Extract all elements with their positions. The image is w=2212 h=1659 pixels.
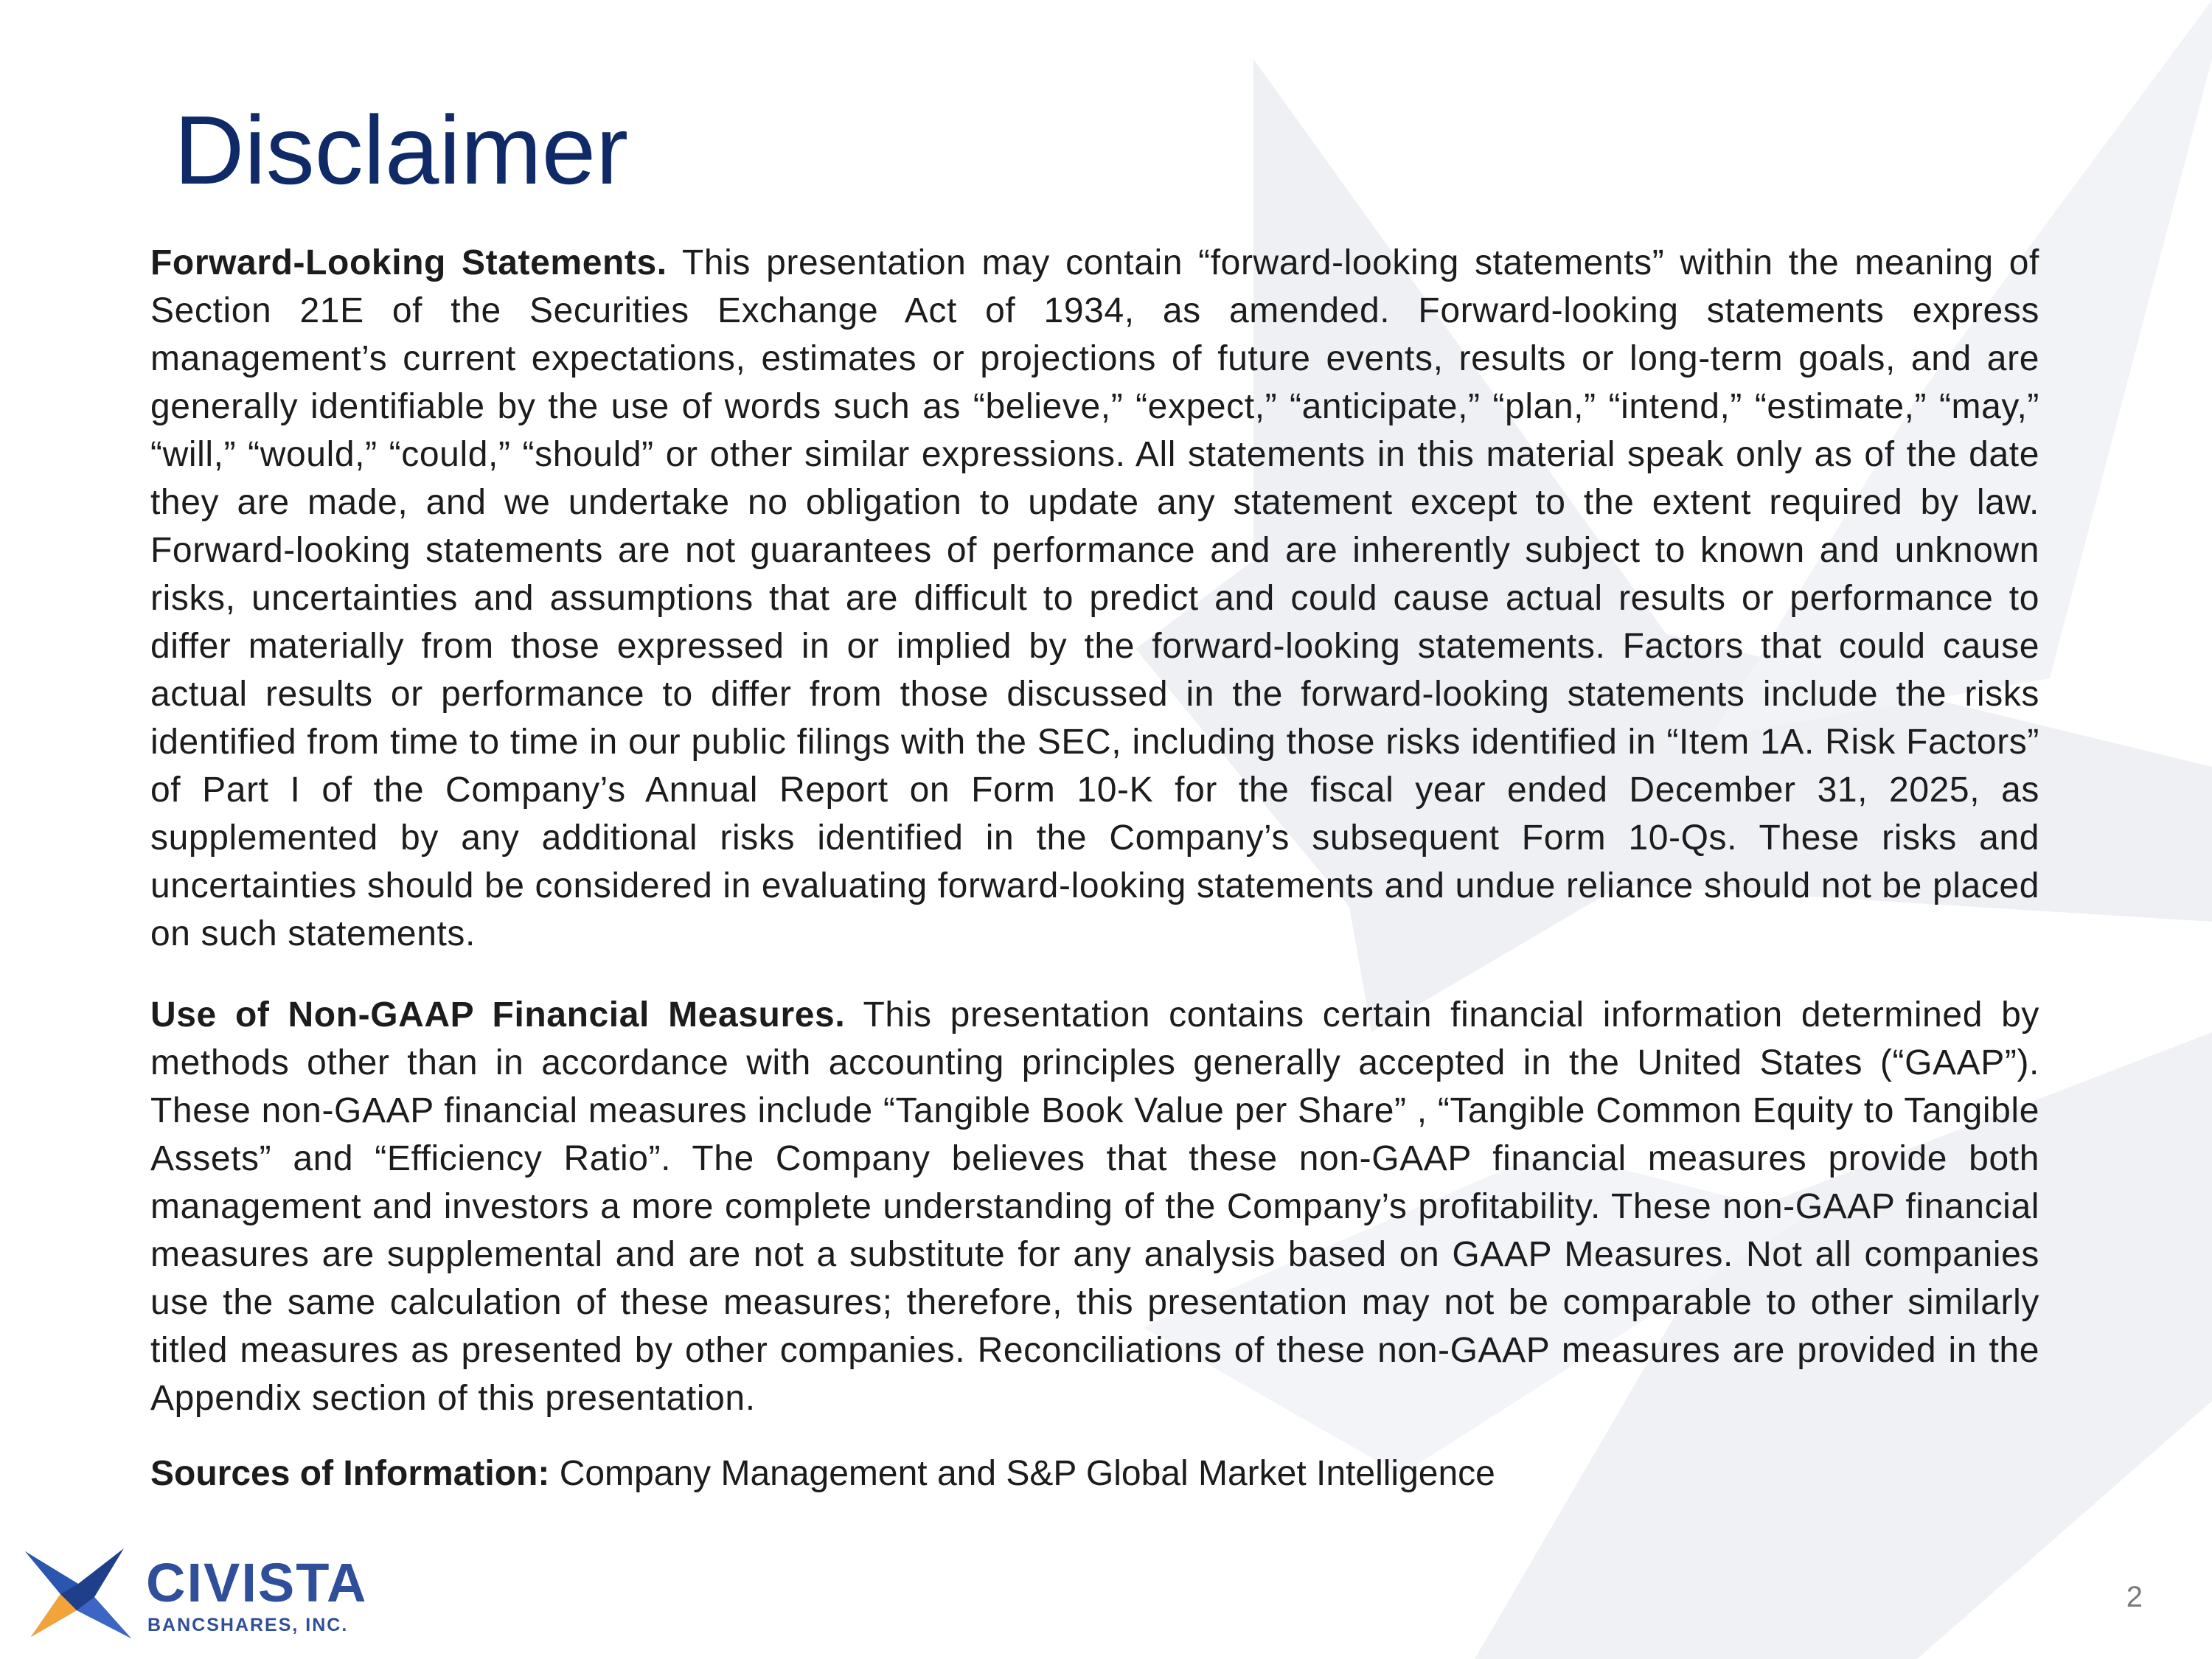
logo-wordmark: CIVISTA: [146, 1552, 368, 1613]
non-gaap-paragraph: [150, 991, 2039, 1422]
slide-title: Disclaimer: [174, 96, 629, 204]
forward-looking-paragraph: [150, 239, 2039, 958]
sources-line: [150, 1450, 2039, 1498]
company-logo: [21, 1545, 368, 1641]
logo-subtitle: BANCSHARES, INC.: [147, 1615, 349, 1635]
non-gaap-body: This presentation contains certain financial information determined by methods other than in accordance with accounting principles generally accepted in the United States (“GAAP”). These non-GAAP financial measures include “Tangible Book Value per Share” , “Tangible Common Equity to Tangible Assets” and “Efficiency Ratio”. The Company believes that these non-GAAP financial measures provide both management and investors a more complete understanding of the Company’s profitability. These non-GAAP financial measures are supplemental and are not a substitute for any analysis based on GAAP Measures. Not all companies use the same calculation of these measures; therefore, this presentation may not be comparable to other similarly titled measures as presented by other companies. Reconciliations of these non-GAAP measures are provided in the Appendix section of this presentation.: [150, 995, 2040, 1418]
forward-looking-heading: Forward-Looking Statements.: [150, 243, 667, 282]
sources-heading: Sources of Information:: [150, 1454, 550, 1493]
sources-body: Company Management and S&P Global Market Intelligence: [549, 1454, 1495, 1493]
civista-star-icon: [21, 1545, 139, 1641]
page-number: 2: [2126, 1581, 2143, 1613]
non-gaap-heading: Use of Non-GAAP Financial Measures.: [150, 995, 846, 1034]
forward-looking-body: This presentation may contain “forward-looking statements” within the meaning of Section 21E of the Securities Exchange Act of 1934, as amended. Forward-looking statements express management’s current expectations, estimates or projections of future events, results or long-term goals, and are generally identifiable by the use of words such as “believe,” “expect,” “anticipate,” “plan,” “intend,” “estimate,” “may,” “will,” “would,” “could,” “should” or other similar expressions. All statements in this material speak only as of the date they are made, and we undertake no obligation to update any statement except to the extent required by law. Forward-looking statements are not guarantees of performance and are inherently subject to known and unknown risks, uncertainties and assumptions that are difficult to predict and could cause actual results or performance to differ materially from those expressed in or implied by the forward-looking statements. Factors that could cause actual results or performance to differ from those discussed in the forward-looking statements include the risks identified from time to time in our public filings with the SEC, including those risks identified in “Item 1A. Risk Factors” of Part I of the Company’s Annual Report on Form 10-K for the fiscal year ended December 31, 2025, as supplemented by any additional risks identified in the Company’s subsequent Form 10-Qs. These risks and uncertainties should be considered in evaluating forward-looking statements and undue reliance should not be placed on such statements.: [150, 243, 2039, 953]
